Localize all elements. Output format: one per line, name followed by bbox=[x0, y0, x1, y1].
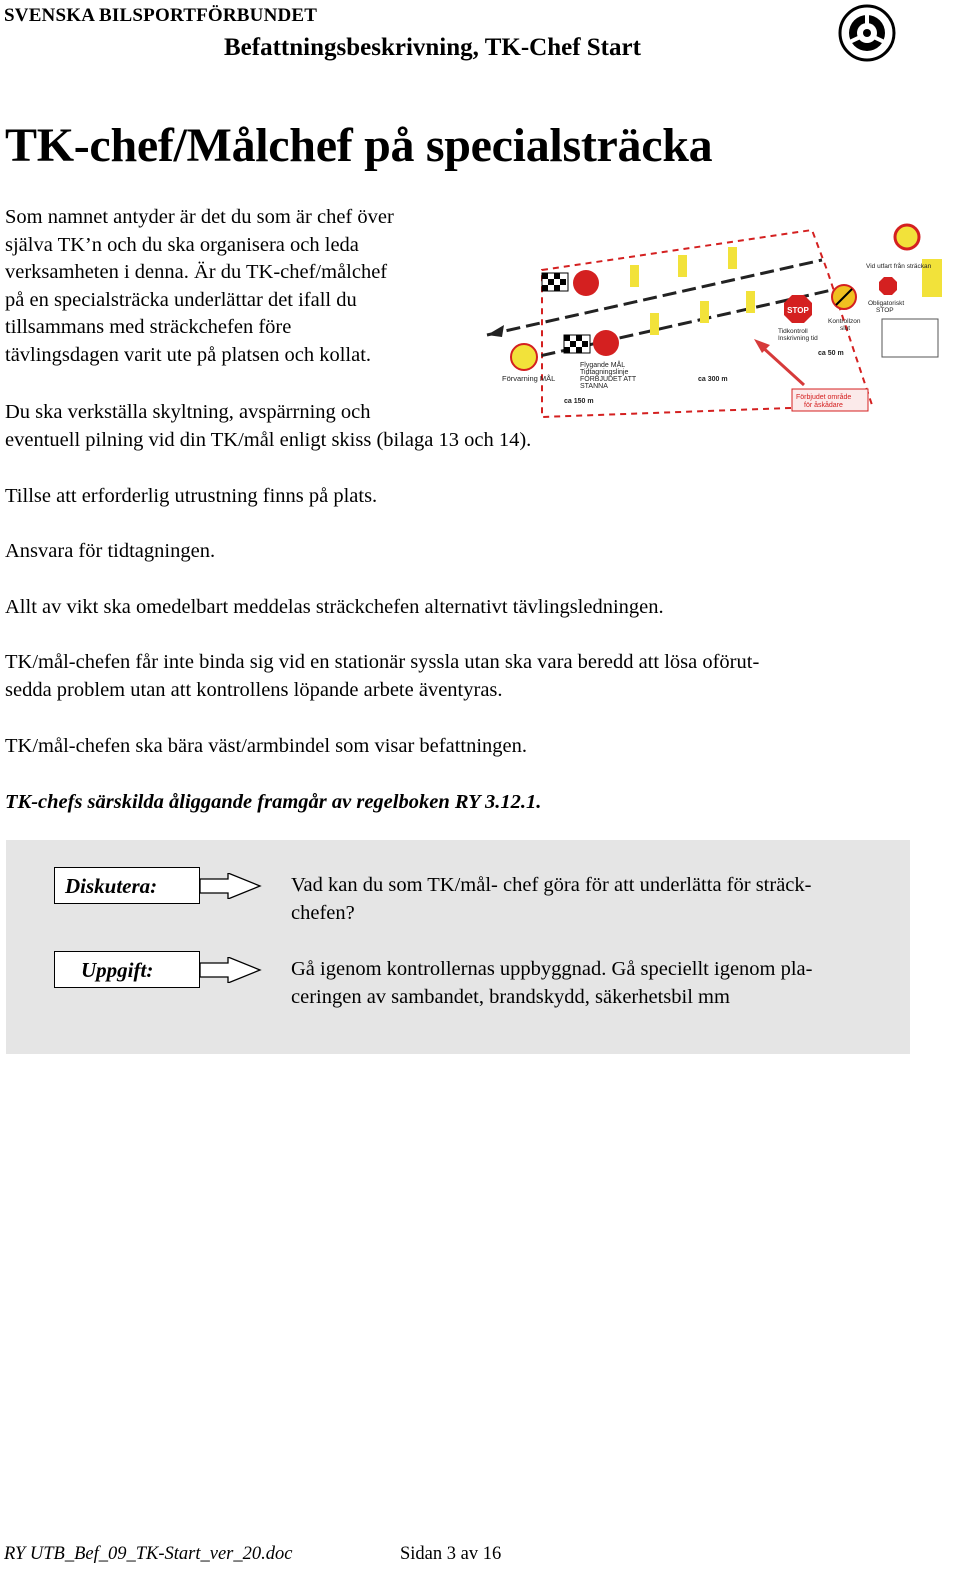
marker-post-icon bbox=[746, 291, 755, 313]
page-title: TK-chef/Målchef på specialsträcka bbox=[5, 119, 713, 172]
intro-paragraph bbox=[5, 204, 394, 369]
text-line: chefen? bbox=[291, 901, 355, 924]
vest-paragraph: TK/mål-chefen ska bära väst/armbindel som visar befattningen. bbox=[5, 735, 527, 757]
finish-sign-icon bbox=[593, 330, 619, 356]
figure-label: Flygande MÅL bbox=[580, 362, 626, 369]
stop-sign-icon bbox=[879, 277, 897, 295]
discussion-panel bbox=[6, 840, 910, 1054]
checkered-flag-icon bbox=[542, 273, 568, 291]
marker-post-icon bbox=[650, 313, 659, 335]
equipment-paragraph: Tillse att erforderlig utrustning finns på plats. bbox=[5, 485, 378, 507]
finish-sign-icon bbox=[573, 270, 599, 296]
info-board-icon bbox=[882, 319, 938, 357]
pointer-arrow bbox=[760, 345, 804, 385]
figure-label: Inskrivning tid bbox=[778, 335, 818, 342]
marker-post-icon bbox=[630, 265, 639, 287]
text-line: eventuell pilning vid din TK/mål enligt skiss (bilaga 13 och 14). bbox=[5, 428, 532, 451]
marker-post-icon bbox=[678, 255, 687, 277]
report-paragraph: Allt av vikt ska omedelbart meddelas sträckchefen alternativt tävlingsledningen. bbox=[5, 596, 664, 618]
figure-label: Obligatoriskt bbox=[868, 300, 905, 307]
marker-post-icon bbox=[700, 301, 709, 323]
figure-label: STANNA bbox=[580, 383, 608, 390]
discuss-text bbox=[291, 872, 906, 927]
task-text bbox=[291, 956, 906, 1011]
text-line: sedda problem utan att kontrollens löpande arbete äventyras. bbox=[5, 678, 503, 701]
text-line: Som namnet antyder är det du som är chef över bbox=[5, 206, 394, 228]
flexibility-paragraph bbox=[5, 649, 759, 704]
figure-label: Förbjudet område bbox=[796, 394, 852, 401]
text-line: tillsammans med sträckchefen före bbox=[5, 316, 292, 338]
discuss-arrow-icon bbox=[200, 873, 262, 899]
figure-label: Vid utfart från sträckan bbox=[866, 263, 932, 270]
text-line: TK/mål-chefen får inte binda sig vid en stationär syssla utan ska vara beredd att lösa oförut- bbox=[5, 651, 760, 673]
figure-label: för åskådare bbox=[804, 402, 843, 409]
figure-label: STOP bbox=[876, 307, 894, 314]
text-line: på en specialsträcka underlättar det ifall du bbox=[5, 288, 357, 311]
discuss-label-box: Diskutera: bbox=[54, 867, 200, 904]
control-zone-sketch bbox=[482, 215, 952, 427]
task-arrow-icon bbox=[200, 957, 262, 983]
figure-label: ca 50 m bbox=[818, 350, 844, 357]
figure-label: ca 300 m bbox=[698, 376, 728, 383]
document-subtitle: Befattningsbeskrivning, TK-Chef Start bbox=[224, 34, 641, 61]
figure-label: FÖRBJUDET ATT bbox=[580, 376, 637, 383]
text-line: verksamheten i denna. Är du TK-chef/målchef bbox=[5, 261, 388, 283]
figure-label: ca 150 m bbox=[564, 398, 594, 405]
figure-label: Tidkontroll bbox=[778, 328, 808, 335]
warning-sign-icon bbox=[511, 344, 537, 370]
text-line: ceringen av sambandet, brandskydd, säkerhetsbil mm bbox=[291, 985, 730, 1008]
figure-label: Förvarning MÅL bbox=[502, 374, 556, 383]
direction-arrow-icon bbox=[487, 325, 504, 337]
organization-name: SVENSKA BILSPORTFÖRBUNDET bbox=[4, 5, 318, 26]
figure-label: slut bbox=[840, 325, 851, 332]
stop-sign-text: STOP bbox=[787, 306, 809, 315]
task-label-box: Uppgift: bbox=[54, 951, 200, 988]
footer-page-number: Sidan 3 av 16 bbox=[400, 1544, 502, 1564]
rulebook-paragraph: TK-chefs särskilda åliggande framgår av regelboken RY 3.12.1. bbox=[5, 791, 542, 813]
text-line: Du ska verkställa skyltning, avspärrning och bbox=[5, 401, 371, 423]
signage-paragraph bbox=[5, 399, 531, 454]
marker-post-icon bbox=[728, 247, 737, 269]
timing-paragraph: Ansvara för tidtagningen. bbox=[5, 540, 216, 562]
figure-label: Tidtagningslinje bbox=[580, 369, 629, 376]
sbf-logo bbox=[838, 4, 896, 62]
text-line: Vad kan du som TK/mål- chef göra för att underlätta för sträck- bbox=[291, 874, 812, 896]
text-line: tävlingsdagen varit ute på platsen och kollat. bbox=[5, 343, 372, 366]
text-line: Gå igenom kontrollernas uppbyggnad. Gå speciellt igenom pla- bbox=[291, 958, 813, 980]
no-entry-sign-icon bbox=[895, 225, 919, 249]
checkered-flag-icon bbox=[564, 335, 590, 353]
text-line: själva TK’n och du ska organisera och leda bbox=[5, 233, 359, 256]
figure-label: Kontrollzon bbox=[828, 318, 861, 325]
footer-document-name: RY UTB_Bef_09_TK-Start_ver_20.doc bbox=[4, 1544, 293, 1564]
